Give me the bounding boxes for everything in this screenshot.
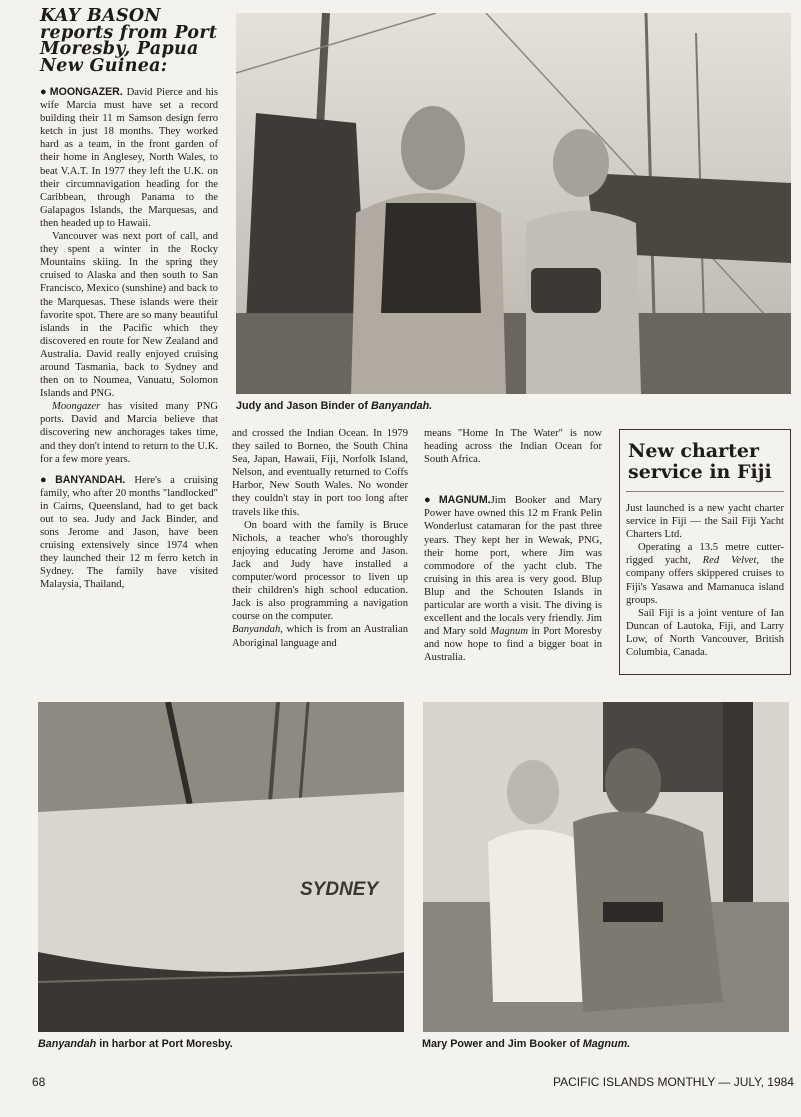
boat-name: Banyandah xyxy=(232,624,281,636)
paragraph-text: , which is from an Australian Aboriginal language and xyxy=(232,624,408,649)
paragraph-text: has visited many PNG ports. David and Marcia believe that discovering new anchorages takes time, and they don't intend to return to the U.K. for a few more years. xyxy=(40,401,218,465)
section-lead-magnum: MAGNUM. xyxy=(438,494,491,507)
paragraph-text: Here's a cruising family, who after 20 months "landlocked" in Cairns, Queensland, had to get back out to sea. Judy and Jack Binder, and sons Jerome and Jason, have been cruising extensively since 1974 when they launched their 12 m ferro ketch in Sydney. The family have visited Malaysia, Thailand, xyxy=(40,474,218,591)
caption-top-photo xyxy=(236,400,432,412)
page-number: 68 xyxy=(32,1075,46,1089)
publication-footer: PACIFIC ISLANDS MONTHLY — JULY, 1984 xyxy=(553,1075,794,1089)
photo-judy-jason-binder xyxy=(236,13,791,394)
section-lead-banyandah: BANYANDAH. xyxy=(55,473,126,486)
bullet-icon: ● xyxy=(40,473,54,486)
paragraph-text: in Port Moresby and now hope to find a bigger boat in Australia. xyxy=(424,626,602,664)
boat-name: Red Velvet, xyxy=(702,555,760,567)
bullet-icon: ● xyxy=(424,494,437,507)
article-column-2 xyxy=(232,427,408,650)
paragraph-magnum xyxy=(424,494,602,664)
paragraph-moongazer xyxy=(40,86,218,230)
paragraph-text: the company offers skippered cruises to Fiji's Yasawa and Mamanuca island groups. xyxy=(626,555,785,606)
caption-text: Mary Power and Jim Booker of xyxy=(422,1038,583,1050)
sidebar-body xyxy=(626,502,784,659)
sidebar-paragraph-1: Just launched is a new yacht charter service in Fiji — the Sail Fiji Yacht Charters Ltd. xyxy=(626,503,784,541)
paragraph-text: Jim Booker and Mary Power have owned this 12 m Frank Pelin Wonderlust catamaran for the past three years. They kept her in Wewak, PNG, their home port, where Jim was commodore of the yacht club. The cruising in this area is very good. Blup Blup and the Schouten Islands in particular are worth a visit. The diving is excellent and the locals very friendly. Jim and Mary sold xyxy=(424,495,602,638)
paragraph-banyandah-name xyxy=(232,623,408,649)
article-headline: KAY BASON reports from Port Moresby, Papua New Guinea: xyxy=(40,6,218,76)
caption-boat-name: Banyandah xyxy=(38,1038,97,1050)
caption-text: Judy and Jason Binder of xyxy=(236,400,371,412)
paragraph-banyandah-cont: and crossed the Indian Ocean. In 1979 they sailed to Borneo, the South China Sea, Japan, Hawaii, Fiji, Norfolk Island, Nelson, and eventually returned to Coffs Harbor, New South Wales. No wonder they couldn't stay in port too long after travels like this. xyxy=(232,428,408,518)
caption-boat-name: Magnum. xyxy=(582,1038,631,1050)
caption-boat-name: Banyandah. xyxy=(370,400,433,412)
paragraph-bruce-nichols: On board with the family is Bruce Nichols, a teacher who's thoroughly enjoying educating Jerome and Jason. Jack and Judy have installed a computer/word processor to liven up their children's high school education. Jack is also programming a navigation course on the computer. xyxy=(232,519,408,623)
caption-text: in harbor at Port Moresby. xyxy=(96,1038,233,1050)
paragraph-home-in-water: means "Home In The Water" is now heading across the Indian Ocean for South Africa. xyxy=(424,428,602,466)
boat-name: Magnum xyxy=(490,626,528,638)
sidebar-paragraph-3: Sail Fiji is a joint venture of Ian Duncan of Lautoka, Fiji, and Larry Low, of North Vancouver, British Columbia, Canada. xyxy=(626,607,784,659)
sidebar-paragraph-2 xyxy=(626,541,784,606)
sidebar-divider xyxy=(626,491,784,492)
paragraph-text: David Pierce and his wife Marcia must have set a record building their 11 m Samson design ferro ketch in just 18 months. They worked hard as a team, in the front garden of their home in Anglesey, North Wales, to beat V.A.T. In 1977 they left the U.K. on their circumnavigation heading for the Caribbean, through Panama to the Galapagos Islands, the Marquesas, and then headed up to Hawaii. xyxy=(40,87,218,229)
section-lead-moongazer: MOONGAZER. xyxy=(49,86,123,98)
paragraph-text: Operating a 13.5 metre cutter-rigged yacht, xyxy=(626,542,784,567)
hull-lettering: SYDNEY xyxy=(300,879,379,900)
paragraph-banyandah xyxy=(40,474,218,592)
article-column-3 xyxy=(424,427,602,665)
paragraph-vancouver: Vancouver was next port of call, and they spent a winter in the Rocky Mountains skiing. In the spring they cruised to Alaska and then south to San Francisco, Mexico (sunshine) and back to the Marquesas. These islands were their favorite spot. There are so many beautiful islands in the Pacific which they discovered en route for New Zealand and Australia. David really enjoyed cruising around Tasmania, back to Sydney and then on to Noumea, Vanuatu, Solomon Islands and PNG. xyxy=(40,231,218,400)
bullet-icon: ● xyxy=(40,86,48,98)
paragraph-moongazer-ports xyxy=(40,400,218,465)
caption-bottom-right-photo xyxy=(422,1038,630,1050)
article-column-1 xyxy=(40,86,218,592)
sidebar-box-fiji-charter xyxy=(619,429,791,675)
boat-name: Moongazer xyxy=(52,401,101,413)
caption-bottom-left-photo xyxy=(38,1038,233,1050)
sidebar-title: New charter service in Fiji xyxy=(628,440,772,483)
photo-mary-power-jim-booker xyxy=(423,702,789,1032)
photo-banyandah-harbor xyxy=(38,702,404,1032)
